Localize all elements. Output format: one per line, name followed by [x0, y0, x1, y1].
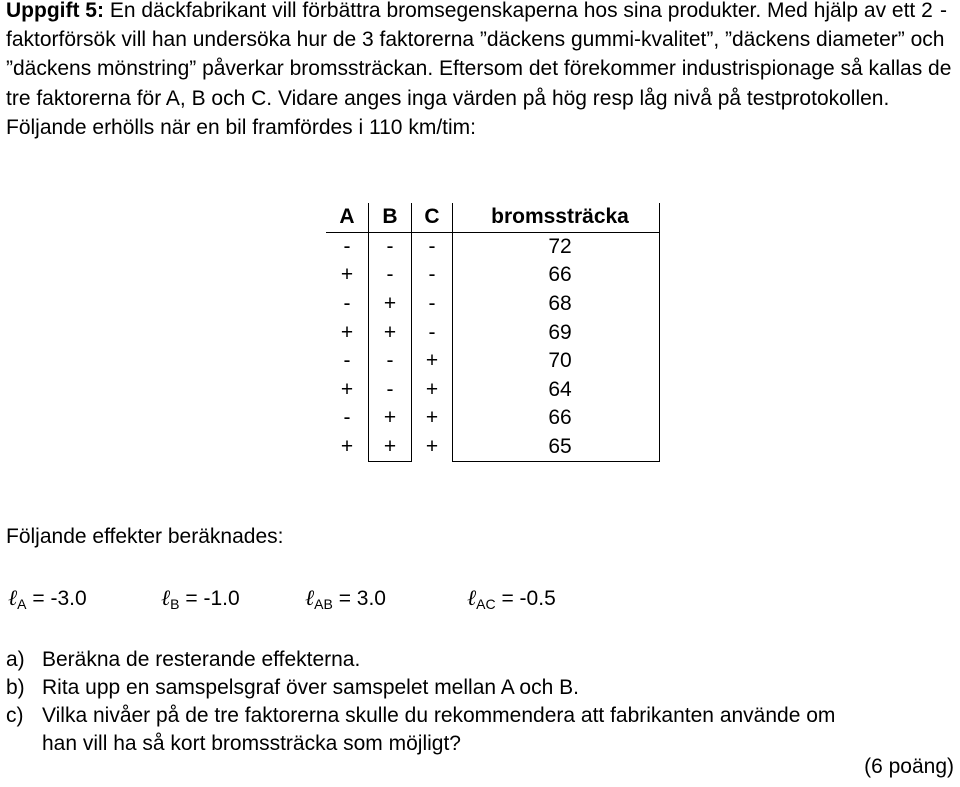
cell-a: +: [340, 263, 354, 287]
effect-value: = -1.0: [179, 587, 240, 610]
cell-c: +: [425, 349, 439, 373]
ell-symbol: ℓ: [161, 586, 171, 611]
cell-bromsstracka: 70: [453, 347, 660, 376]
cell-b: +: [369, 290, 412, 319]
effect-sub: B: [170, 596, 180, 612]
question-c-continued: han vill ha så kort bromssträcka som möjligt?: [42, 732, 461, 755]
question-text: Beräkna de resterande effekterna.: [42, 648, 361, 671]
effect-value: = -3.0: [26, 587, 87, 610]
table-row: [326, 232, 660, 261]
cell-b: -: [369, 347, 412, 376]
cell-bromsstracka: 72: [453, 232, 660, 261]
ell-symbol: ℓ: [467, 586, 477, 611]
cell-c: +: [425, 435, 439, 459]
ell-symbol: ℓ: [305, 586, 315, 611]
question-text: Rita upp en samspelsgraf över samspelet mellan A och B.: [42, 676, 579, 699]
table-row: [326, 318, 660, 347]
cell-b: -: [369, 232, 412, 261]
cell-a: -: [343, 349, 351, 373]
header-a: A: [326, 203, 369, 232]
intro-part-2: -faktorförsök vill han undersöka hur de 3 faktorerna ”däckens gummi-kvalitet”, ”däckens diameter” och ”däckens mönstring” påverkar bromssträckan. Eftersom det förekommer industrispionage så kallas de tre faktorerna för A, B och C. Vidare anges inga värden på hög resp låg nivå på testprotokollen. Följande erhölls när en bil framfördes i 110 km/tim:: [6, 0, 952, 139]
effect-sub: AC: [476, 596, 496, 612]
table-row: [326, 376, 660, 405]
table-row: [326, 347, 660, 376]
cell-c: +: [425, 406, 439, 430]
experiment-table: [326, 203, 660, 462]
question-c: [6, 704, 835, 728]
cell-bromsstracka: 66: [453, 261, 660, 290]
cell-bromsstracka: 68: [453, 290, 660, 319]
intro-part-1: En däckfabrikant vill förbättra bromsegenskaperna hos sina produkter. Med hjälp av ett 2: [103, 0, 933, 22]
effect-ab: [305, 585, 386, 612]
effect-value: = 3.0: [332, 587, 386, 610]
effect-b: [161, 585, 240, 612]
cell-c: -: [428, 292, 436, 316]
cell-c: -: [428, 263, 436, 287]
question-text: Vilka nivåer på de tre faktorerna skulle du rekommendera att fabrikanten använde om: [42, 704, 836, 727]
cell-bromsstracka: 66: [453, 404, 660, 433]
points-label: (6 poäng): [864, 755, 954, 778]
cell-b: -: [369, 261, 412, 290]
cell-c: +: [425, 377, 439, 401]
effect-sub: AB: [314, 596, 333, 612]
cell-bromsstracka: 64: [453, 376, 660, 405]
cell-a: -: [343, 292, 351, 316]
cell-b: +: [369, 318, 412, 347]
effect-sub: A: [17, 596, 27, 612]
header-b: B: [369, 203, 412, 232]
ell-symbol: ℓ: [8, 586, 18, 611]
table-row: [326, 433, 660, 462]
question-label: b): [6, 676, 25, 699]
cell-a: +: [340, 320, 354, 344]
effect-a: [8, 585, 87, 612]
cell-b: +: [369, 404, 412, 433]
table-row: [326, 290, 660, 319]
effect-ac: [467, 585, 556, 612]
cell-c: -: [428, 320, 436, 344]
cell-bromsstracka: 69: [453, 318, 660, 347]
question-b: [6, 676, 579, 700]
cell-b: +: [369, 433, 412, 462]
cell-a: -: [343, 234, 351, 258]
question-a: [6, 648, 360, 672]
header-c: C: [412, 203, 453, 232]
table-row: [326, 261, 660, 290]
problem-text: [6, 0, 956, 142]
cell-a: +: [340, 377, 354, 401]
effect-value: = -0.5: [495, 587, 556, 610]
cell-b: -: [369, 376, 412, 405]
cell-a: -: [343, 406, 351, 430]
cell-c: -: [428, 234, 436, 258]
effects-intro: Följande effekter beräknades:: [6, 525, 284, 548]
question-label: c): [6, 704, 24, 727]
question-label: a): [6, 648, 25, 671]
table-row: [326, 404, 660, 433]
cell-a: +: [340, 435, 354, 459]
problem-heading: Uppgift 5:: [6, 0, 104, 22]
cell-bromsstracka: 65: [453, 433, 660, 462]
header-bromsstracka: bromssträcka: [453, 203, 660, 232]
table-header-row: [326, 203, 660, 232]
